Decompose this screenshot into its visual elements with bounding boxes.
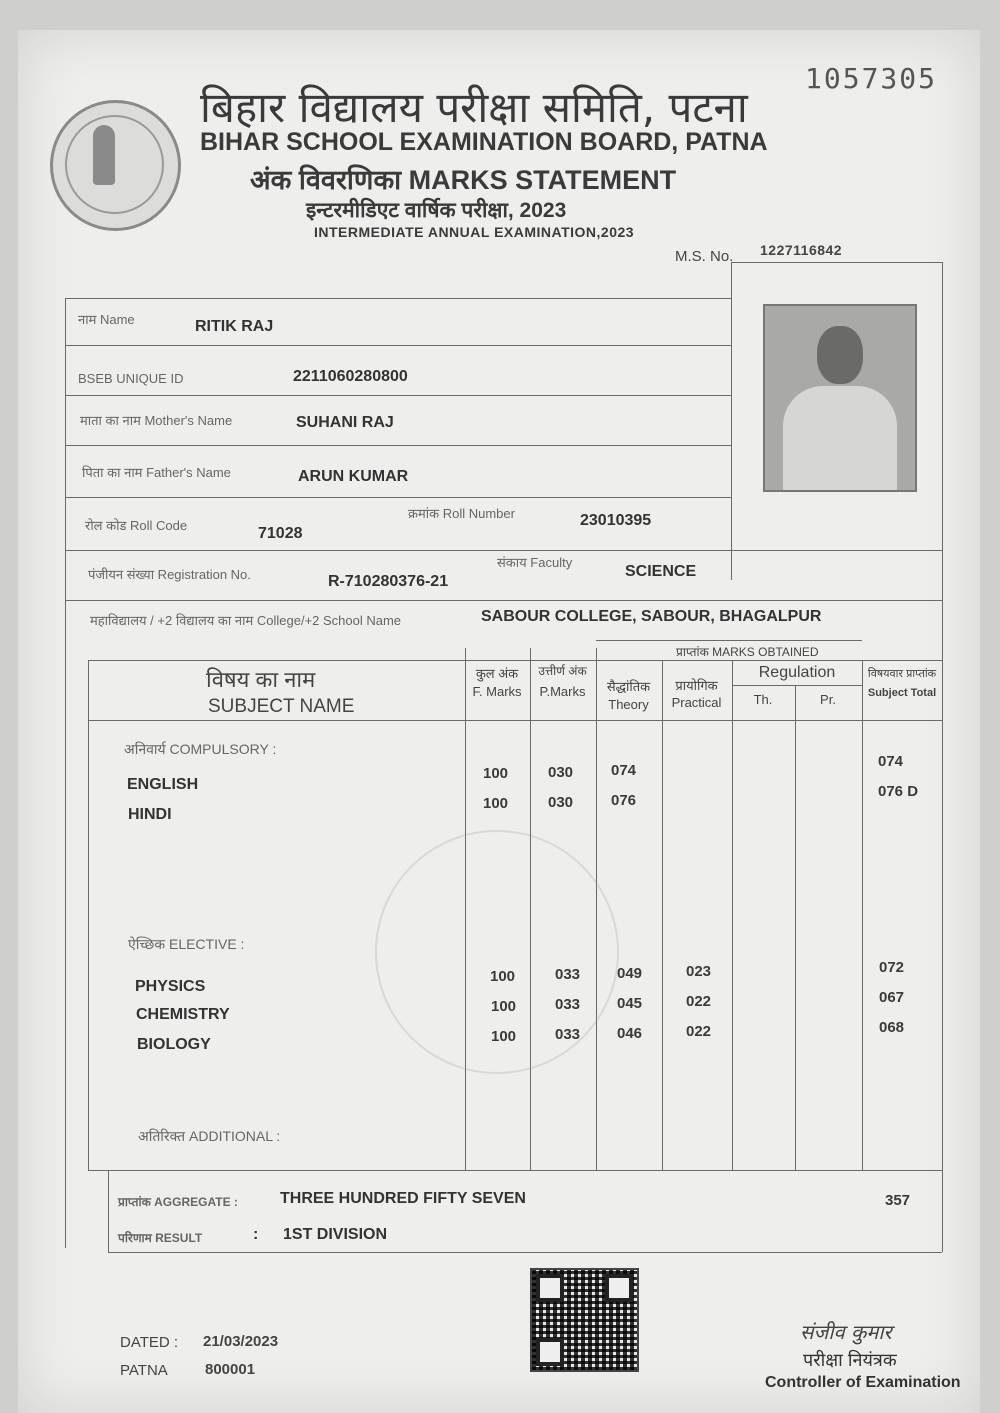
place-label: PATNA xyxy=(120,1362,168,1379)
full-marks: 100 xyxy=(491,1028,517,1045)
faculty-value: SCIENCE xyxy=(625,563,697,580)
regulation-practical-header: Pr. xyxy=(820,692,836,707)
pass-marks-header-hindi: उत्तीर्ण अंक xyxy=(538,664,587,678)
elective-label: ऐच्छिक ELECTIVE : xyxy=(128,936,245,952)
student-name: RITIK RAJ xyxy=(195,318,274,335)
father-name: ARUN KUMAR xyxy=(298,468,409,485)
registration-value: R-710280376-21 xyxy=(328,573,449,590)
unique-id-label: BSEB UNIQUE ID xyxy=(78,371,184,386)
dated-label: DATED : xyxy=(120,1334,179,1351)
student-photo xyxy=(763,304,917,492)
serial-number: 1057305 xyxy=(805,62,938,95)
subject-total: 068 xyxy=(879,1019,905,1036)
pass-marks: 030 xyxy=(548,794,574,811)
college-name: SABOUR COLLEGE, SABOUR, BHAGALPUR xyxy=(481,608,822,625)
board-name-english: BIHAR SCHOOL EXAMINATION BOARD, PATNA xyxy=(200,128,768,156)
compulsory-label: अनिवार्य COMPULSORY : xyxy=(124,741,277,757)
subject-total: 072 xyxy=(879,959,905,976)
controller-title-hindi: परीक्षा नियंत्रक xyxy=(803,1350,897,1370)
name-label: नाम Name xyxy=(78,312,135,327)
frame-left-border xyxy=(65,298,66,1248)
roll-number-value: 23010395 xyxy=(580,512,652,529)
controller-title: Controller of Examination xyxy=(765,1374,961,1391)
registration-label: पंजीयन संख्या Registration No. xyxy=(88,567,251,582)
aggregate-in-words: THREE HUNDRED FIFTY SEVEN xyxy=(280,1190,526,1207)
pass-marks: 033 xyxy=(555,996,581,1013)
theory-marks: 046 xyxy=(617,1025,643,1042)
ms-no-label: M.S. No. xyxy=(675,248,734,265)
full-marks: 100 xyxy=(491,998,517,1015)
subject-name: PHYSICS xyxy=(135,978,206,995)
subject-name: BIOLOGY xyxy=(137,1036,211,1053)
result-value: 1ST DIVISION xyxy=(283,1226,388,1243)
exam-title-hindi: इन्टरमीडिएट वार्षिक परीक्षा, 2023 xyxy=(306,199,567,222)
result-colon: : xyxy=(253,1226,259,1243)
regulation-header: Regulation xyxy=(758,664,836,681)
subject-name: ENGLISH xyxy=(127,776,199,793)
theory-header: Theory xyxy=(608,697,649,712)
theory-marks: 045 xyxy=(617,995,643,1012)
college-label: महाविद्यालय / +2 विद्यालय का नाम College/+2 School Name xyxy=(90,613,402,628)
pass-marks: 033 xyxy=(555,966,581,983)
ms-no-value: 1227116842 xyxy=(760,242,843,258)
roll-code-value: 71028 xyxy=(258,525,303,542)
dated-value: 21/03/2023 xyxy=(203,1333,279,1350)
theory-marks: 076 xyxy=(611,792,637,809)
additional-label: अतिरिक्त ADDITIONAL : xyxy=(138,1128,281,1144)
mother-name: SUHANI RAJ xyxy=(296,414,394,431)
board-logo-icon xyxy=(50,100,181,231)
pin-code: 800001 xyxy=(205,1361,256,1378)
roll-code-label: रोल कोड Roll Code xyxy=(85,518,188,533)
subject-total-header: Subject Total xyxy=(867,687,937,699)
exam-title-english: INTERMEDIATE ANNUAL EXAMINATION,2023 xyxy=(314,224,635,240)
subject-total-header-hindi: विषयवार प्राप्तांक xyxy=(867,668,937,680)
board-name-hindi: बिहार विद्यालय परीक्षा समिति, पटना xyxy=(200,83,748,132)
theory-marks: 074 xyxy=(611,762,637,779)
practical-marks: 022 xyxy=(686,1023,712,1040)
subject-header-english: SUBJECT NAME xyxy=(208,696,355,717)
unique-id-value: 2211060280800 xyxy=(293,368,408,385)
subject-name: HINDI xyxy=(128,806,172,823)
practical-header: Practical xyxy=(671,695,722,710)
subject-total: 074 xyxy=(878,753,904,770)
pass-marks-header: P.Marks xyxy=(539,684,586,699)
aggregate-total: 357 xyxy=(885,1192,911,1209)
theory-header-hindi: सैद्धांतिक xyxy=(606,679,651,694)
pass-marks: 033 xyxy=(555,1026,581,1043)
pass-marks: 030 xyxy=(548,764,574,781)
mother-name-label: माता का नाम Mother's Name xyxy=(80,413,233,428)
practical-marks: 022 xyxy=(686,993,712,1010)
result-label: परिणाम RESULT xyxy=(118,1231,203,1245)
qr-code-icon xyxy=(530,1268,639,1372)
regulation-theory-header: Th. xyxy=(753,692,773,707)
full-marks-header: F. Marks xyxy=(472,684,522,699)
statement-title: अंक विवरणिका MARKS STATEMENT xyxy=(250,165,677,195)
photo-box-left-border xyxy=(731,262,732,580)
practical-marks: 023 xyxy=(686,963,712,980)
subject-total: 076 D xyxy=(878,783,919,800)
full-marks: 100 xyxy=(490,968,516,985)
marks-obtained-header: प्राप्तांक MARKS OBTAINED xyxy=(676,645,819,659)
theory-marks: 049 xyxy=(617,965,643,982)
controller-signature: संजीव कुमार xyxy=(800,1320,892,1344)
frame-top-border xyxy=(65,298,731,299)
faculty-label: संकाय Faculty xyxy=(497,555,573,570)
subject-name: CHEMISTRY xyxy=(136,1006,230,1023)
subject-header-hindi: विषय का नाम xyxy=(206,667,316,692)
subject-total: 067 xyxy=(879,989,905,1006)
photo-box-top-border xyxy=(731,262,942,263)
full-marks: 100 xyxy=(483,765,509,782)
father-name-label: पिता का नाम Father's Name xyxy=(82,465,231,480)
full-marks-header-hindi: कुल अंक xyxy=(475,666,519,681)
frame-right-border xyxy=(942,262,943,1252)
practical-header-hindi: प्रायोगिक xyxy=(675,678,718,693)
aggregate-label: प्राप्तांक AGGREGATE : xyxy=(118,1195,238,1209)
full-marks: 100 xyxy=(483,795,509,812)
roll-number-label: क्रमांक Roll Number xyxy=(408,506,515,521)
